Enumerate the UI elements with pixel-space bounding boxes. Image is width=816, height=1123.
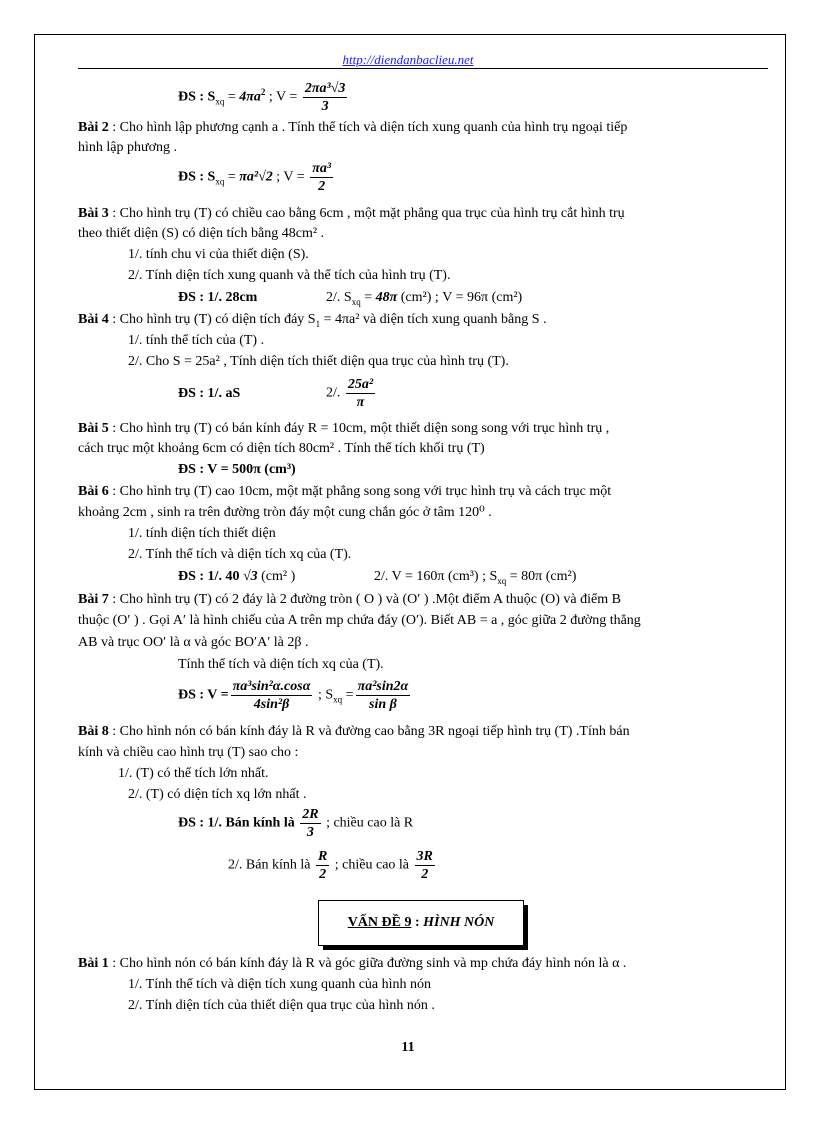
problem-line: cách trục một khoảng 6cm có diện tích 80cm² . Tính thể tích khối trụ (T) bbox=[78, 441, 485, 456]
problem-line: Bài 6 : Cho hình trụ (T) cao 10cm, một mặt phẳng song song với trục hình trụ và cách trục một bbox=[78, 484, 612, 499]
problem-line: Bài 1 : Cho hình nón có bán kính đáy là R và góc giữa đường sinh và mp chứa đáy hình nón là α . bbox=[78, 956, 627, 971]
answer-line: 2/. Bán kính là $\frac{R}{2}$ ; chiều cao là $\frac{3R}{2}$ bbox=[228, 849, 433, 882]
problem-line: Bài 7 : Cho hình trụ (T) có 2 đáy là 2 đường tròn ( O ) và (O′ ) .Một điểm A thuộc (O) và điểm B bbox=[78, 592, 621, 607]
problem-line: kính và chiều cao hình trụ (T) sao cho : bbox=[78, 745, 299, 760]
section-title: VẤN ĐỀ 9 : HÌNH NÓN bbox=[347, 915, 495, 930]
problem-line: Bài 3 : Cho hình trụ (T) có chiều cao bằng 6cm , một mặt phẳng qua trục của hình trụ cắt hình trụ bbox=[78, 206, 625, 221]
answer-line: ĐS : 1/. Bán kính là $\frac{2R}{3}$ ; chiều cao là R bbox=[178, 807, 414, 840]
answer-line: ĐS : 1/. 28cm bbox=[178, 290, 258, 305]
answer-line: ĐS : $S_{xq} = 4\pi a^2$ ; V = $\frac{\text{2πa³√3}}{3}$ bbox=[178, 81, 346, 114]
problem-line: thuộc (O′ ) . Gọi A′ là hình chiếu của A trên mp chứa đáy (O′). Biết AB = a , góc giữa 2 đường thẳng bbox=[78, 613, 641, 628]
header-link[interactable]: http://diendanbaclieu.net bbox=[342, 52, 474, 67]
question-line: 1/. Tính thể tích và diện tích xung quanh của hình nón bbox=[128, 977, 432, 992]
answer-line: ĐS : V = 500π (cm³) bbox=[178, 462, 296, 477]
problem-line: hình lập phương . bbox=[78, 140, 177, 155]
page-number: 11 bbox=[401, 1040, 415, 1055]
answer-line: 2/. $S_{xq} = 48\pi$ (cm²) ; V = 96π (cm²) bbox=[326, 290, 523, 307]
question-line: 1/. tính thể tích của (T) . bbox=[128, 333, 265, 348]
problem-line: khoảng 2cm , sinh ra trên đường tròn đáy một cung chắn góc ở tâm 120⁰ . bbox=[78, 505, 492, 520]
question-line: 1/. (T) có thể tích lớn nhất. bbox=[118, 766, 269, 781]
problem-line: Bài 5 : Cho hình trụ (T) có bán kính đáy R = 10cm, một thiết diện song song với trục hình trụ , bbox=[78, 421, 610, 436]
problem-line: Bài 8 : Cho hình nón có bán kính đáy là R và đường cao bằng 3R ngoại tiếp hình trụ (T) .Tính bán bbox=[78, 724, 630, 739]
question-line: Tính thể tích và diện tích xq của (T). bbox=[178, 657, 384, 672]
question-line: 1/. tính diện tích thiết diện bbox=[128, 526, 276, 541]
question-line: 2/. Tính diện tích xung quanh và thể tích của hình trụ (T). bbox=[128, 268, 451, 283]
question-line: 1/. tính chu vi của thiết diện (S). bbox=[128, 247, 309, 262]
question-line: 2/. Tính diện tích của thiết diện qua trục của hình nón . bbox=[128, 998, 435, 1013]
answer-line: 2/. $\frac{\text{25a²}}{\pi}$ bbox=[326, 377, 374, 410]
answer-line: ĐS : 1/. 40 √3 (cm² ) bbox=[178, 569, 296, 584]
question-line: 2/. Cho S = 25a² , Tính diện tích thiết diện qua trục của hình trụ (T). bbox=[128, 354, 509, 369]
problem-line: Bài 2 : Cho hình lập phương cạnh a . Tính thể tích và diện tích xung quanh của hình trụ ngoại tiếp bbox=[78, 120, 628, 135]
section-title-box bbox=[318, 900, 524, 946]
problem-line: theo thiết diện (S) có diện tích bằng 48cm² . bbox=[78, 226, 325, 241]
header-rule bbox=[78, 68, 768, 69]
answer-line: ĐS : 1/. aS bbox=[178, 386, 241, 401]
answer-line: ĐS : $S_{xq} = \pi a^2√2$ ; V = $\frac{\text{πa³}}{2}$ bbox=[178, 161, 332, 194]
question-line: 2/. Tính thể tích và diện tích xq của (T). bbox=[128, 547, 352, 562]
answer-line: ĐS : V = $\frac{\text{πa³sin²α.cosα}}{\text{4sin²β}}$ ; $S_{xq}$ = $\frac{\text{πa²sin2α}}{\text{sin β}}$ bbox=[178, 679, 409, 712]
question-line: 2/. (T) có diện tích xq lớn nhất . bbox=[128, 787, 307, 802]
problem-line: AB và trục OO′ là α và góc BO′A′ là 2β . bbox=[78, 635, 309, 650]
answer-line: 2/. V = 160π (cm³) ; $S_{xq} = 80\pi$ (cm²) bbox=[374, 569, 577, 586]
problem-line: Bài 4 : Cho hình trụ (T) có diện tích đáy $S_1 = 4\pi a^2$ và diện tích xung quanh bằng S . bbox=[78, 312, 547, 329]
